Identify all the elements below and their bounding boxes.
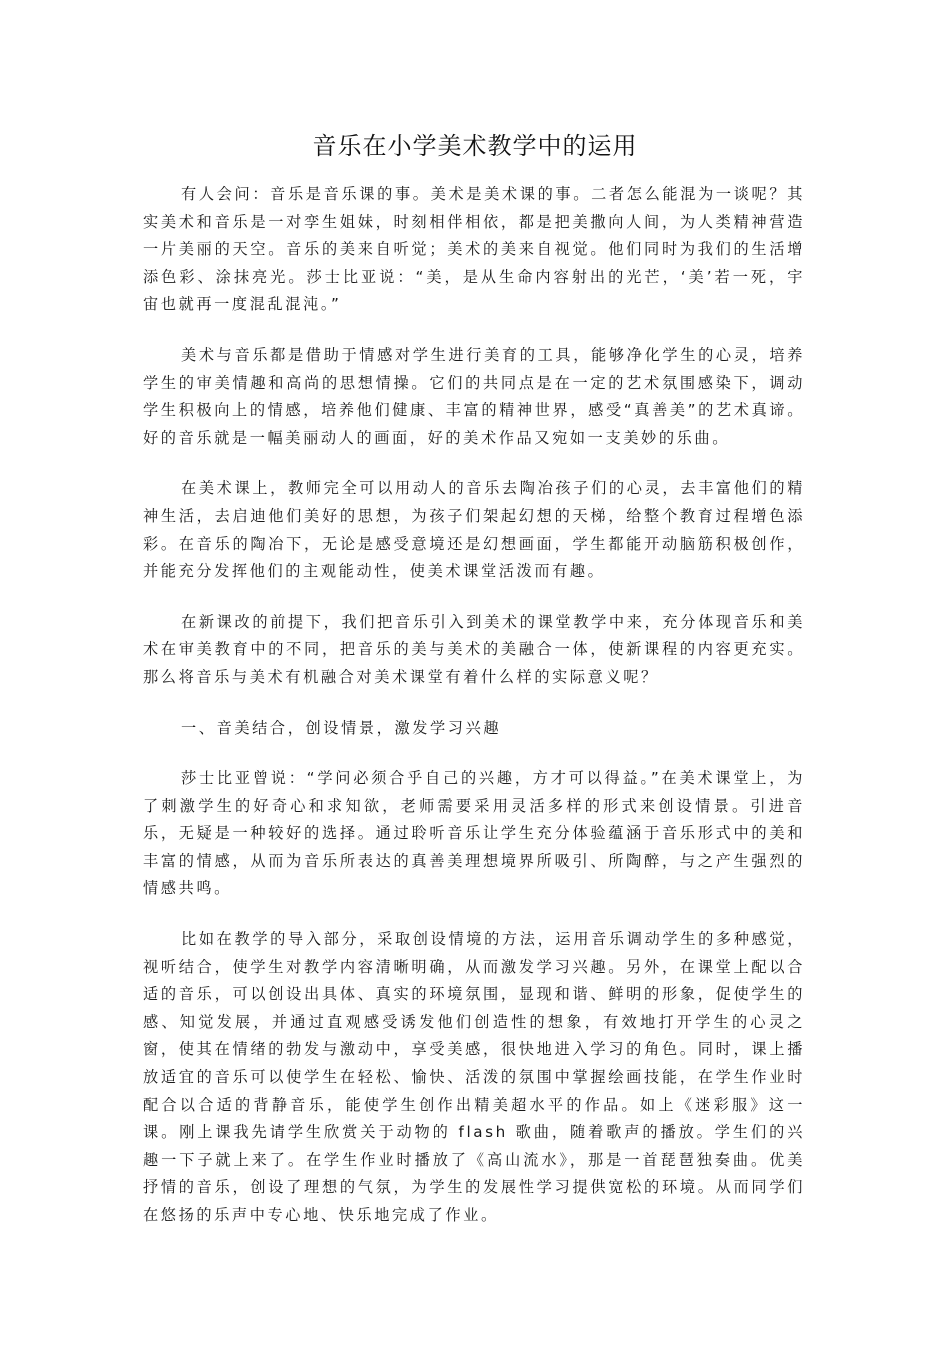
section-heading: 一、音美结合，创设情景，激发学习兴趣 [181, 718, 502, 737]
section-paragraph-1: 莎士比亚曾说：“学问必须合乎自己的兴趣，方才可以得益。”在美术课堂上，为了刺激学生的好奇心和求知欲，老师需要采用灵活多样的形式来创设情景。引进音乐，无疑是一种较好的选择。通过聆听音乐让学生充分体验蕴涵于音乐形式中的美和丰富的情感，从而为音乐所表达的真善美理想境界所吸引、所陶醉，与之产生强烈的情感共鸣。 [143, 769, 805, 898]
paragraph-2: 美术与音乐都是借助于情感对学生进行美育的工具，能够净化学生的心灵，培养学生的审美情趣和高尚的思想情操。它们的共同点是在一定的艺术氛围感染下，调动学生积极向上的情感，培养他们健康、丰富的精神世界，感受“真善美”的艺术真谛。好的音乐就是一幅美丽动人的画面，好的美术作品又宛如一支美妙的乐曲。 [143, 345, 805, 447]
section-paragraph-2: 比如在教学的导入部分，采取创设情境的方法，运用音乐调动学生的多种感觉，视听结合，使学生对教学内容清晰明确，从而激发学习兴趣。另外，在课堂上配以合适的音乐，可以创设出具体、真实的环境氛围，显现和谐、鲜明的形象，促使学生的感、知觉发展，并通过直观感受诱发他们创造性的想象，有效地打开学生的心灵之窗，使其在情绪的勃发与激动中，享受美感，很快地进入学习的角色。同时，课上播放适宜的音乐可以使学生在轻松、愉快、活泼的氛围中掌握绘画技能，在学生作业时配合以合适的背静音乐，能使学生创作出精美超水平的作品。如上《迷彩服》这一课。刚上课我先请学生欣赏关于动物的 flash 歌曲，随着歌声的播放。学生们的兴趣一下子就上来了。在学生作业时播放了《高山流水》，那是一首琵琶独奏曲。优美抒情的音乐，创设了理想的气氛，为学生的发展性学习提供宽松的环境。从而同学们在悠扬的乐声中专心地、快乐地完成了作业。 [143, 930, 805, 1224]
paragraph-1: 有人会问：音乐是音乐课的事。美术是美术课的事。二者怎么能混为一谈呢？其实美术和音乐是一对孪生姐妹，时刻相伴相依，都是把美撒向人间，为人类精神营造一片美丽的天空。音乐的美来自听觉；美术的美来自视觉。他们同时为我们的生活增添色彩、涂抹亮光。莎士比亚说：“美，是从生命内容射出的光芒，‘美’若一死，宇宙也就再一度混乱混沌。” [143, 185, 805, 314]
paragraph-4: 在新课改的前提下，我们把音乐引入到美术的课堂教学中来，充分体现音乐和美术在审美教育中的不同，把音乐的美与美术的美融合一体，使新课程的内容更充实。那么将音乐与美术有机融合对美术课堂有着什么样的实际意义呢？ [143, 612, 805, 686]
page-title: 音乐在小学美术教学中的运用 [312, 132, 638, 160]
paragraph-3: 在美术课上，教师完全可以用动人的音乐去陶冶孩子们的心灵，去丰富他们的精神生活，去启迪他们美好的思想，为孩子们架起幻想的天梯，给整个教育过程增色添彩。在音乐的陶冶下，无论是感受意境还是幻想画面，学生都能开动脑筋积极创作，并能充分发挥他们的主观能动性，使美术课堂活泼而有趣。 [143, 479, 805, 581]
document-body [143, 181, 805, 1253]
